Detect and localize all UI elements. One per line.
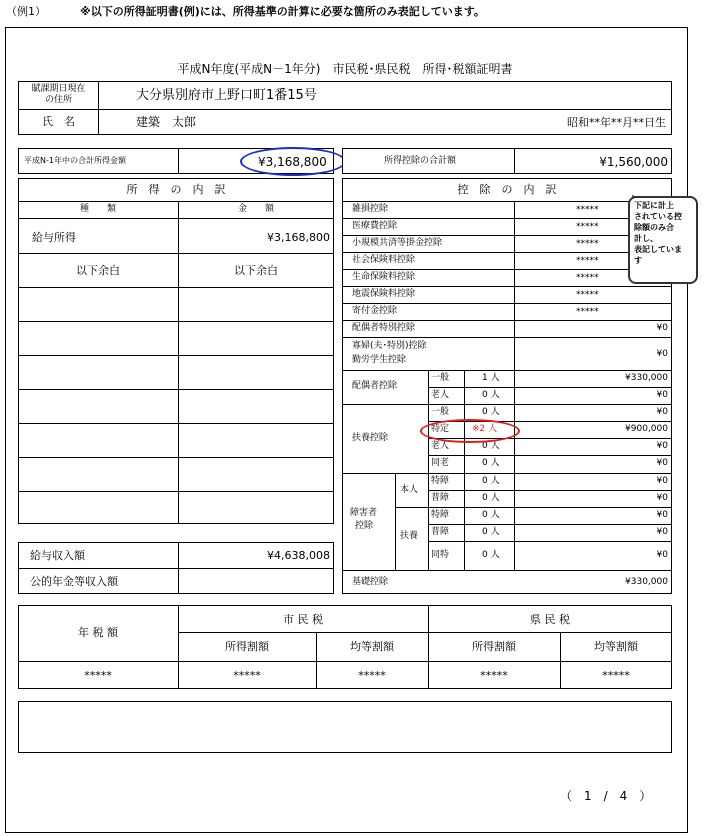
disabled-sub: 特障 bbox=[431, 510, 450, 520]
widow-label: 寡婦(夫･特別)控除 bbox=[352, 341, 427, 351]
income-amount-salary: ¥3,168,800 bbox=[267, 231, 330, 244]
deduction-label: 雑損控除 bbox=[352, 204, 389, 214]
page-number: （ 1 / 4 ） bbox=[560, 789, 652, 803]
blue-highlight-oval bbox=[240, 147, 346, 176]
city-tax-header: 市 民 税 bbox=[283, 613, 323, 626]
disabled-count: 0 人 bbox=[482, 527, 500, 537]
callout-line: 除額のみ合 bbox=[634, 223, 674, 232]
dependent-value: ¥0 bbox=[656, 407, 668, 417]
dependent-label: 扶養控除 bbox=[352, 433, 389, 443]
spouse-value: ¥0 bbox=[656, 390, 668, 400]
income-col-amount: 金 額 bbox=[237, 204, 274, 214]
income-amount-blank: 以下余白 bbox=[234, 264, 278, 277]
spouse-sub: 一般 bbox=[431, 373, 450, 383]
deduction-value: ***** bbox=[576, 290, 599, 300]
disabled-value: ¥0 bbox=[656, 476, 668, 486]
header-note: ※以下の所得証明書(例)には、所得基準の計算に必要な箇所のみ表記しています。 bbox=[80, 5, 485, 18]
spouse-count: 1 人 bbox=[482, 373, 500, 383]
disabled-count: 0 人 bbox=[482, 493, 500, 503]
dependent-sub: 一般 bbox=[431, 407, 450, 417]
dependent-value: ¥900,000 bbox=[625, 424, 668, 434]
deduction-header: 控 除 の 内 訳 bbox=[457, 183, 557, 196]
spouse-special-value: ¥0 bbox=[656, 323, 668, 333]
disabled-count: 0 人 bbox=[482, 476, 500, 486]
total-deduction-label: 所得控除の合計額 bbox=[384, 156, 457, 166]
dependent-count: 0 人 bbox=[482, 407, 500, 417]
deduction-value: ***** bbox=[576, 256, 599, 266]
remarks-box bbox=[18, 701, 672, 753]
deduction-value: ***** bbox=[576, 205, 599, 215]
disabled-sub: 普障 bbox=[431, 527, 450, 537]
deduction-label: 小規模共済等掛金控除 bbox=[352, 238, 443, 248]
dependent-value: ¥0 bbox=[656, 441, 668, 451]
callout-line: されている控 bbox=[634, 212, 682, 221]
total-income-label: 平成N-1年中の合計所得金額 bbox=[24, 156, 126, 165]
spouse-value: ¥330,000 bbox=[625, 373, 668, 383]
address-label: 賦課期日現在 bbox=[31, 84, 86, 94]
dependent-count: 0 人 bbox=[482, 441, 500, 451]
income-kind-salary: 給与所得 bbox=[32, 231, 76, 244]
deduction-label: 社会保険料控除 bbox=[352, 255, 416, 265]
disabled-family-label: 扶養 bbox=[400, 531, 419, 541]
total-deduction-value: ¥1,560,000 bbox=[599, 155, 668, 169]
working-student-label: 勤労学生控除 bbox=[352, 355, 407, 365]
deduction-label: 生命保険料控除 bbox=[352, 272, 416, 282]
salary-revenue-label: 給与収入額 bbox=[30, 549, 85, 562]
address-value: 大分県別府市上野口町1番15号 bbox=[136, 88, 317, 103]
name-label: 氏 名 bbox=[42, 115, 75, 128]
widow-value: ¥0 bbox=[656, 349, 668, 359]
disabled-label: 障害者 bbox=[350, 508, 378, 518]
callout-line: 表記していま bbox=[634, 245, 682, 254]
income-header: 所 得 の 内 訳 bbox=[126, 183, 226, 196]
pref-per-capita: 均等割額 bbox=[594, 640, 638, 653]
disabled-count: 0 人 bbox=[482, 510, 500, 520]
spouse-sub: 老人 bbox=[431, 390, 450, 400]
city-income-levy-value: ***** bbox=[233, 669, 261, 682]
pref-tax-header: 県 民 税 bbox=[530, 613, 570, 626]
pref-income-levy: 所得割額 bbox=[472, 640, 516, 653]
dependent-value: ¥0 bbox=[656, 458, 668, 468]
name-value: 建築 太郎 bbox=[136, 115, 197, 129]
city-per-capita: 均等割額 bbox=[350, 640, 394, 653]
callout-line: す bbox=[634, 256, 642, 265]
deduction-label: 医療費控除 bbox=[352, 221, 398, 231]
deduction-label: 地震保険料控除 bbox=[352, 289, 416, 299]
deduction-value: ***** bbox=[576, 239, 599, 249]
dependent-count: 0 人 bbox=[482, 458, 500, 468]
pension-label: 公的年金等収入額 bbox=[30, 575, 118, 588]
disabled-value: ¥0 bbox=[656, 510, 668, 520]
example-label: （例1） bbox=[6, 5, 46, 18]
deduction-value: ***** bbox=[576, 273, 599, 283]
salary-revenue-value: ¥4,638,008 bbox=[267, 549, 330, 562]
annual-tax-label: 年 税 額 bbox=[78, 626, 118, 639]
address-label-2: の住所 bbox=[44, 95, 72, 105]
basic-deduction-label: 基礎控除 bbox=[352, 577, 389, 587]
disabled-label-2: 控除 bbox=[355, 521, 374, 531]
pref-income-levy-value: ***** bbox=[480, 669, 508, 682]
disabled-sub: 特障 bbox=[431, 476, 450, 486]
city-per-capita-value: ***** bbox=[358, 669, 386, 682]
disabled-sub: 同特 bbox=[431, 550, 450, 560]
deduction-label: 寄付金控除 bbox=[352, 306, 398, 316]
disabled-value: ¥0 bbox=[656, 550, 668, 560]
city-income-levy: 所得割額 bbox=[225, 640, 269, 653]
deduction-value: ***** bbox=[576, 222, 599, 232]
callout-line: 下記に計上 bbox=[634, 201, 674, 210]
income-kind-blank: 以下余白 bbox=[76, 264, 120, 277]
disabled-value: ¥0 bbox=[656, 493, 668, 503]
annual-tax-value: ***** bbox=[84, 669, 112, 682]
document-title: 平成N年度(平成N－1年分) 市民税･県民税 所得･税額証明書 bbox=[177, 62, 513, 76]
spouse-count: 0 人 bbox=[482, 390, 500, 400]
disabled-sub: 普障 bbox=[431, 493, 450, 503]
basic-deduction-value: ¥330,000 bbox=[625, 577, 668, 587]
disabled-self-label: 本人 bbox=[400, 485, 419, 495]
income-col-kind: 種 類 bbox=[79, 204, 116, 214]
spouse-special-label: 配偶者特別控除 bbox=[352, 323, 416, 333]
income-table bbox=[18, 178, 334, 524]
callout-line: 計し、 bbox=[634, 234, 658, 243]
deduction-value: ***** bbox=[576, 307, 599, 317]
disabled-count: 0 人 bbox=[482, 550, 500, 560]
dependent-sub: 特定 bbox=[431, 424, 450, 434]
birth-date: 昭和**年**月**日生 bbox=[567, 116, 666, 129]
pref-per-capita-value: ***** bbox=[602, 669, 630, 682]
dependent-count-highlight: ※2 人 bbox=[472, 424, 498, 434]
dependent-sub: 老人 bbox=[431, 441, 450, 451]
spouse-label: 配偶者控除 bbox=[352, 381, 398, 391]
disabled-value: ¥0 bbox=[656, 527, 668, 537]
red-highlight-oval bbox=[420, 419, 520, 443]
total-income-value: ¥3,168,800 bbox=[258, 155, 327, 169]
dependent-sub: 同老 bbox=[431, 458, 450, 468]
